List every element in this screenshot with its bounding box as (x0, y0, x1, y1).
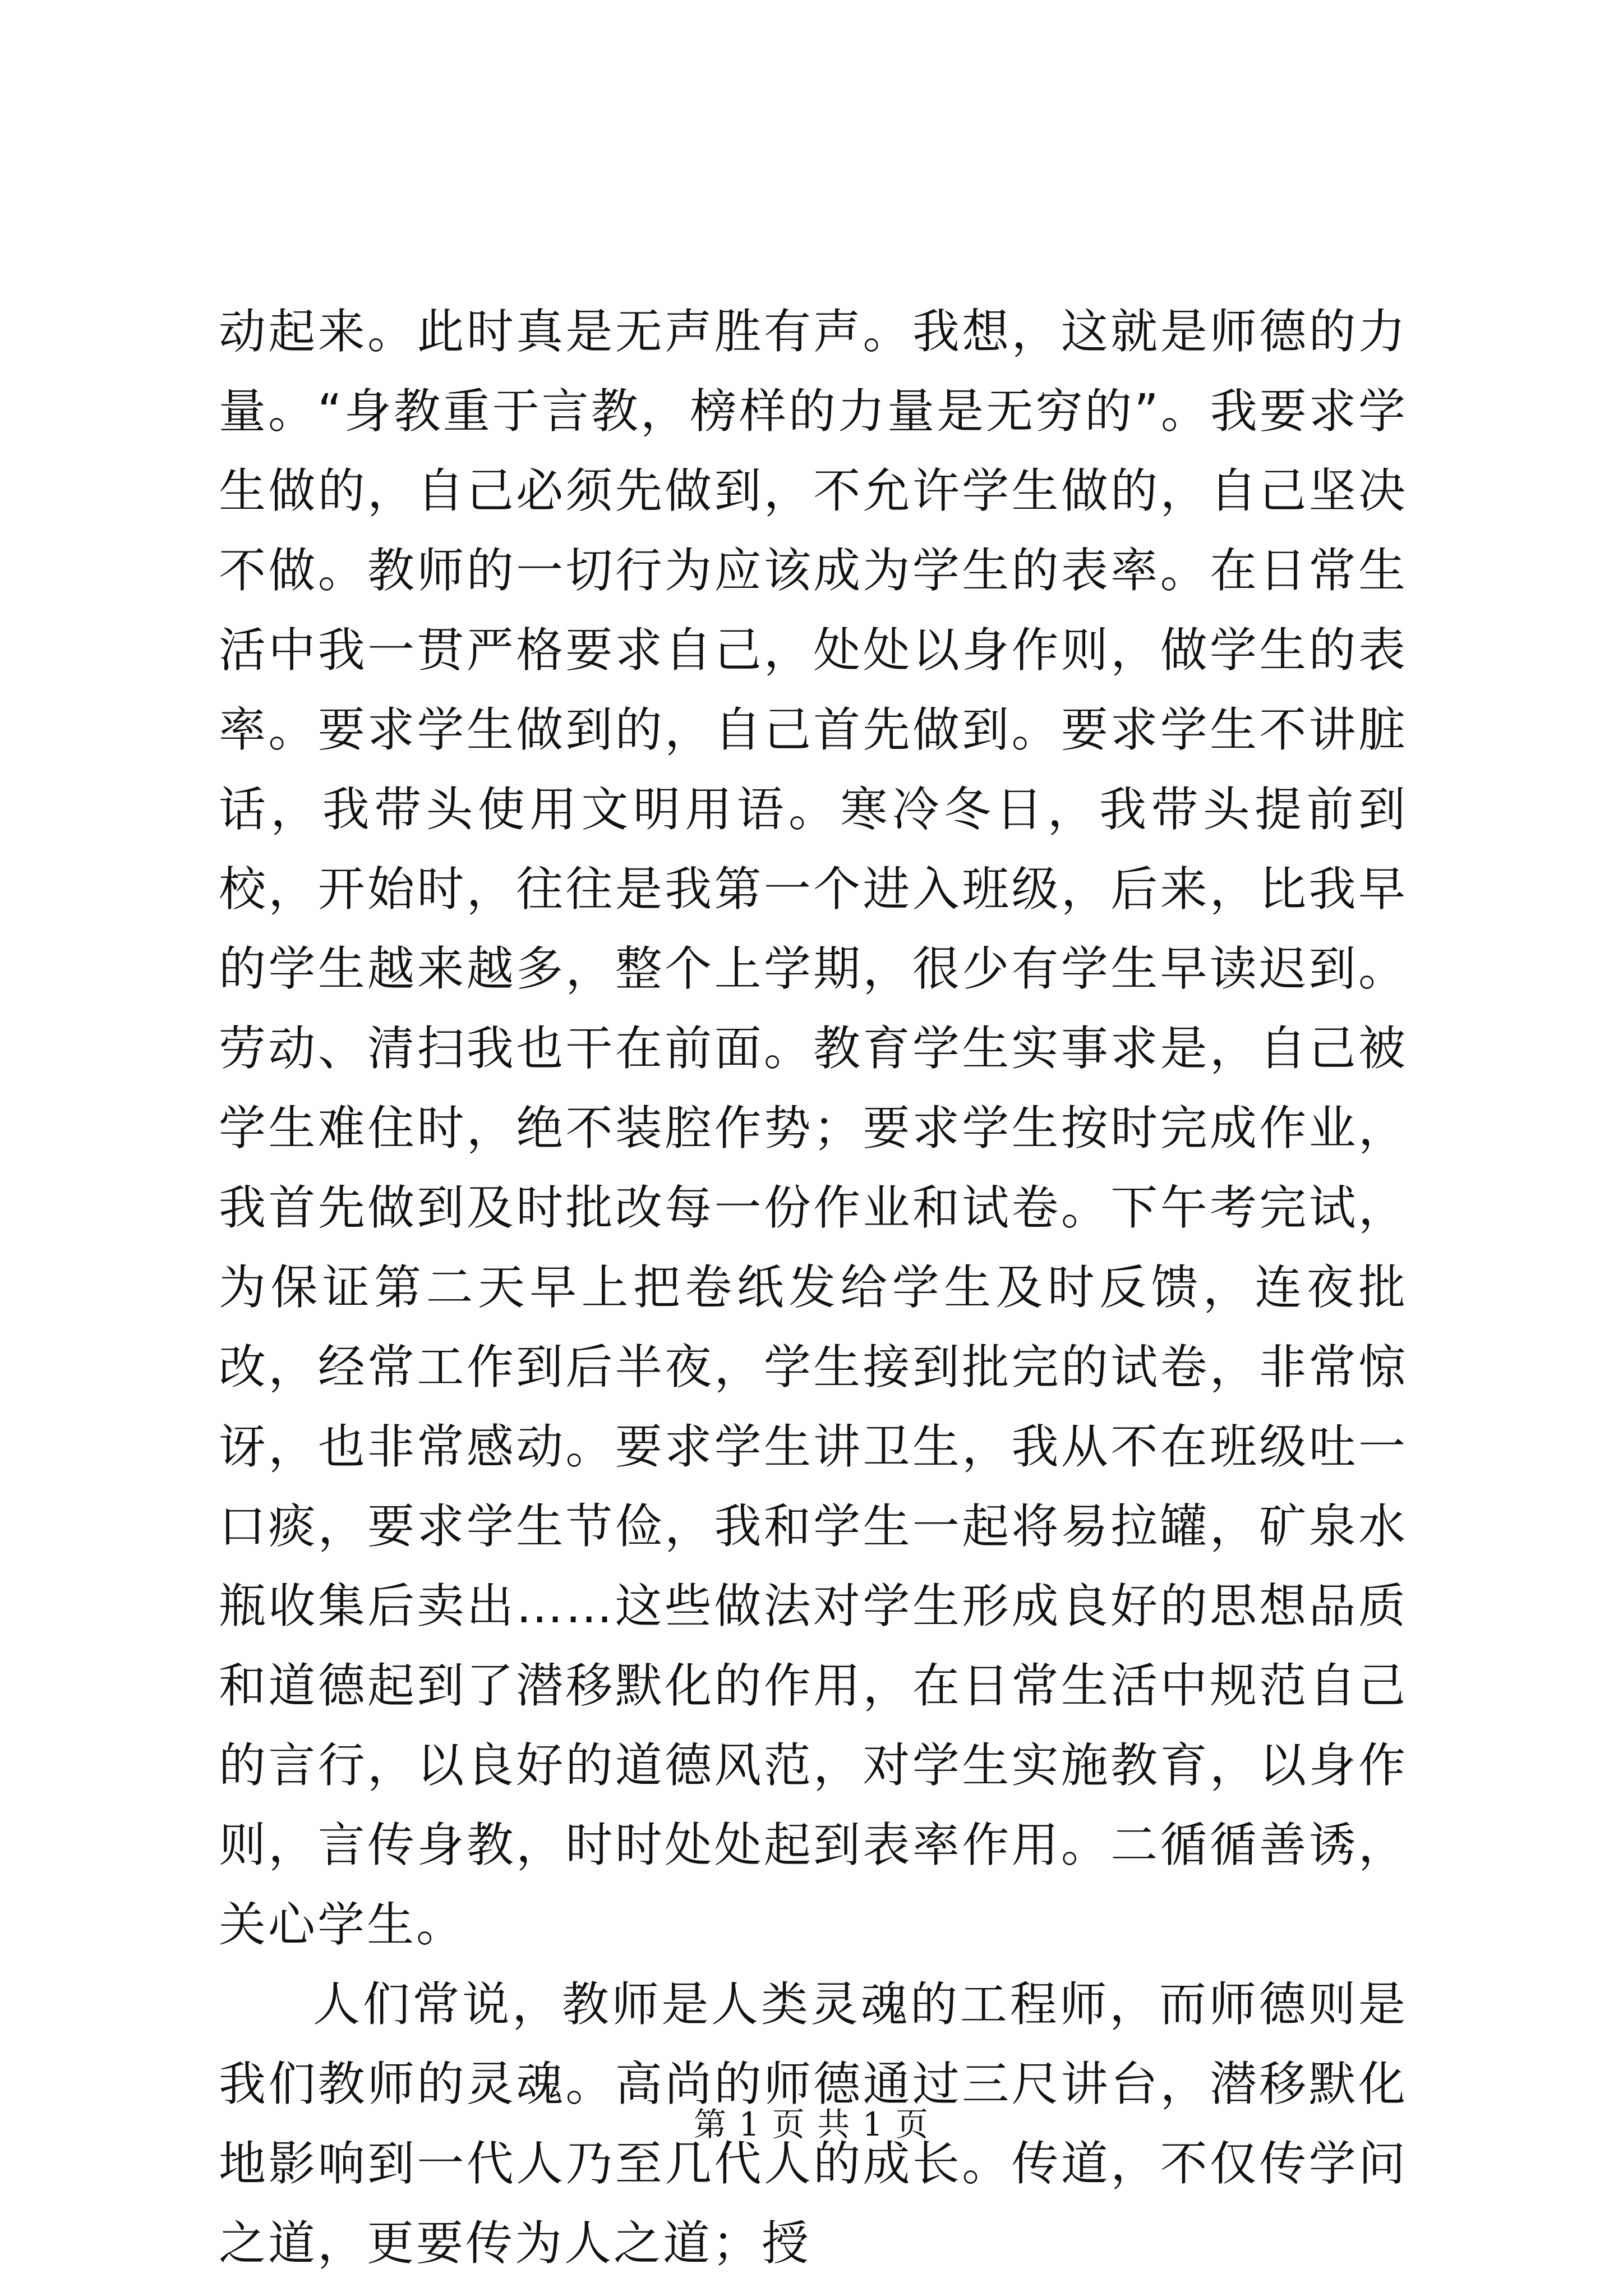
page-footer: 第 1 页 共 1 页 (694, 2105, 929, 2143)
paragraph-2: 人们常说，教师是人类灵魂的工程师，而师德则是我们教师的灵魂。高尚的师德通过三尺讲台，潜移默化地影响到一代人乃至几代人的成长。传道，不仅传学问之道，更要传为人之道；授 (219, 1977, 1408, 2271)
body-text (219, 292, 1408, 2283)
paragraph-1: 动起来。此时真是无声胜有声。我想，这就是师德的力量。“身教重于言教，榜样的力量是无穷的”。我要求学生做的，自己必须先做到，不允许学生做的，自己坚决不做。教师的一切行为应该成为学生的表率。在日常生活中我一贯严格要求自己，处处以身作则，做学生的表率。要求学生做到的，自己首先做到。要求学生不讲脏话，我带头使用文明用语。寒冷冬日，我带头提前到校，开始时，往往是我第一个进入班级，后来，比我早的学生越来越多，整个上学期，很少有学生早读迟到。劳动、清扫我也干在前面。教育学生实事求是，自己被学生难住时，绝不装腔作势；要求学生按时完成作业，我首先做到及时批改每一份作业和试卷。下午考完试，为保证第二天早上把卷纸发给学生及时反馈，连夜批改，经常工作到后半夜，学生接到批完的试卷，非常惊讶，也非常感动。要求学生讲卫生，我从不在班级吐一口痰，要求学生节俭，我和学生一起将易拉罐，矿泉水瓶收集后卖出……这些做法对学生形成良好的思想品质和道德起到了潜移默化的作用，在日常生活中规范自己的言行，以良好的道德风范，对学生实施教育，以身作则，言传身教，时时处处起到表率作用。二循循善诱，关心学生。 (219, 304, 1408, 1952)
